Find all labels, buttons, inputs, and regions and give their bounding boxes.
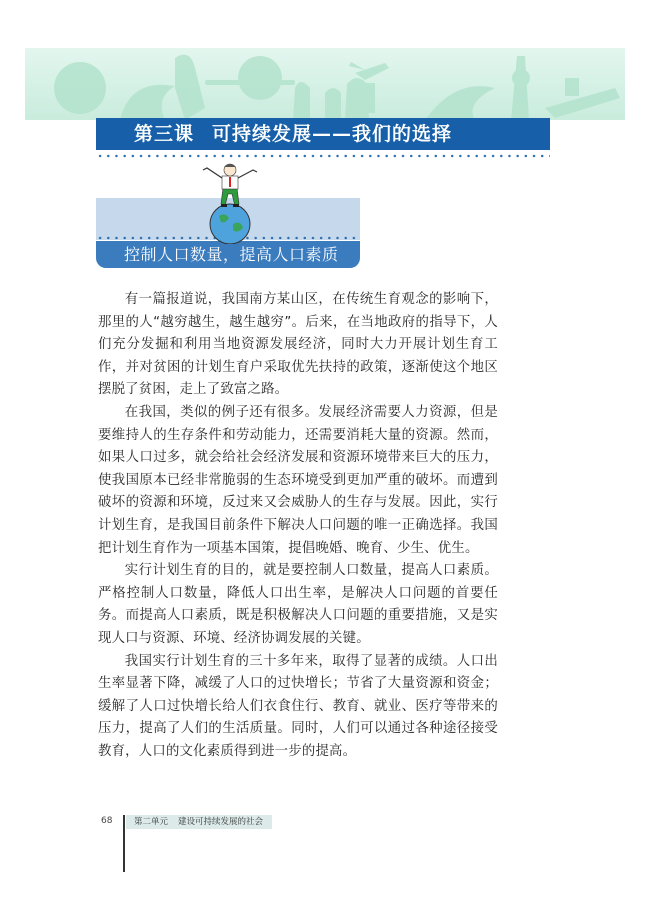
paragraph: 我国实行计划生育的三十多年来，取得了显著的成绩。人口出生率显著下降，减缓了人口的过快增长；节省了大量资源和资金；缓解了人口过快增长给人们衣食住行、教育、就业、医疗等带来的压力，提高了人们的生活质量。同时，人们可以通过各种途径接受教育，人口的文化素质得到进一步的提高。 <box>98 653 498 759</box>
paragraph: 实行计划生育的目的，就是要控制人口数量，提高人口素质。严格控制人口数量，降低人口出生率，是解决人口问题的首要任务。而提高人口素质，既是积极解决人口问题的重要措施，又是实现人口与资源、环境、经济协调发展的关键。 <box>98 563 498 646</box>
banner-illustration-icon <box>25 48 625 120</box>
lesson-title: 可持续发展——我们的选择 <box>212 123 453 145</box>
paragraph: 在我国，类似的例子还有很多。发展经济需要人力资源，但是要维持人的生存条件和劳动能力，还需要消耗大量的资源。然而，如果人口过多，就会给社会经济发展和资源环境带来巨大的压力，使我国原本已经非常脆弱的生态环境受到更加严重的破坏。而遭到破坏的资源和环境，反过来又会威胁人的生存与发展。因此，实行计划生育，是我国目前条件下解决人口问题的唯一正确选择。我国把计划生育作为一项基本国策，提倡晚婚、晚育、少生、优生。 <box>98 404 498 556</box>
footer-vertical-rule <box>123 815 125 872</box>
body-text <box>98 289 498 763</box>
title-dotted-divider <box>96 154 550 158</box>
page-number: 68 <box>101 816 113 826</box>
lesson-number: 第三课 <box>134 123 195 145</box>
section-title: 控制人口数量，提高人口素质 <box>96 241 360 268</box>
footer-unit-title: 建设可持续发展的社会 <box>178 817 264 827</box>
decorative-banner <box>25 48 625 120</box>
running-footer <box>126 815 272 829</box>
paragraph: 有一篇报道说，我国南方某山区，在传统生育观念的影响下，那里的人“越穷越生，越生越穷”。后来，在当地政府的指导下，人们充分发掘和利用当地资源发展经济，同时大力开展计划生育工作，并对贫困的计划生育户采取优先扶持的政策，逐渐使这个地区摆脱了贫困，走上了致富之路。 <box>98 292 498 398</box>
lesson-title-bar <box>96 118 550 150</box>
man-on-globe-icon <box>195 158 265 244</box>
footer-unit: 第二单元 <box>134 817 169 827</box>
